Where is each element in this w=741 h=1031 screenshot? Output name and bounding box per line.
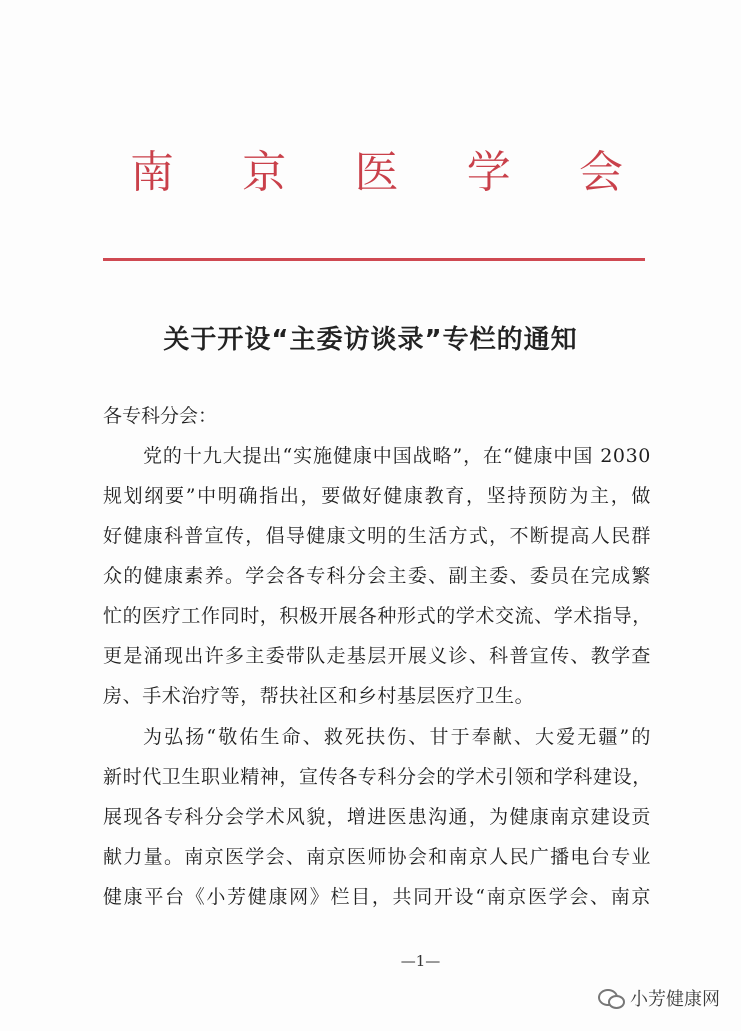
text-line: 健康平台《小芳健康网》栏目，共同开设“南京医学会、南京 [103,886,651,908]
text-line: 规划纲要”中明确指出，要做好健康教育，坚持预防为主，做 [103,485,651,507]
text-line: 为弘扬“敬佑生命、救死扶伤、甘于奉献、大爱无疆”的 [143,726,651,748]
text-line: 忙的医疗工作同时，积极开展各种形式的学术交流、学术指导， [103,605,652,627]
letterhead-char: 医 [354,147,399,198]
text-line: 党的十九大提出“实施健康中国战略”，在“健康中国 2030 [143,445,651,467]
text-line: 众的健康素养。学会各专科分会主委、副主委、委员在完成繁 [103,565,651,587]
text-line: 新时代卫生职业精神，宣传各专科分会的学术引领和学科建设， [103,766,652,788]
text-line: 更是涌现出许多主委带队走基层开展义诊、科普宣传、教学查 [103,645,651,667]
letterhead-divider [103,258,645,261]
letterhead-char: 京 [242,147,287,198]
salutation: 各专科分会： [103,405,218,427]
letterhead-char: 学 [466,147,511,198]
body-paragraph-1 [103,436,651,716]
text-line: 房、手术治疗等，帮扶社区和乡村基层医疗卫生。 [103,685,535,707]
body-paragraph-2 [103,717,651,917]
source-watermark [598,985,720,1011]
document-title: 关于开设“主委访谈录”专栏的通知 [163,325,578,355]
page-number: —1— [400,952,441,970]
wechat-icon [598,987,624,1009]
text-line: 展现各专科分会学术风貌，增进医患沟通，为健康南京建设贡 [103,806,651,828]
letterhead-char: 会 [579,147,623,198]
letterhead-char: 南 [130,147,174,198]
watermark-text: 小芳健康网 [630,989,720,1010]
text-line: 好健康科普宣传，倡导健康文明的生活方式，不断提高人民群 [103,525,651,547]
text-line: 献力量。南京医学会、南京医师协会和南京人民广播电台专业 [103,846,651,868]
organization-letterhead [100,145,645,201]
